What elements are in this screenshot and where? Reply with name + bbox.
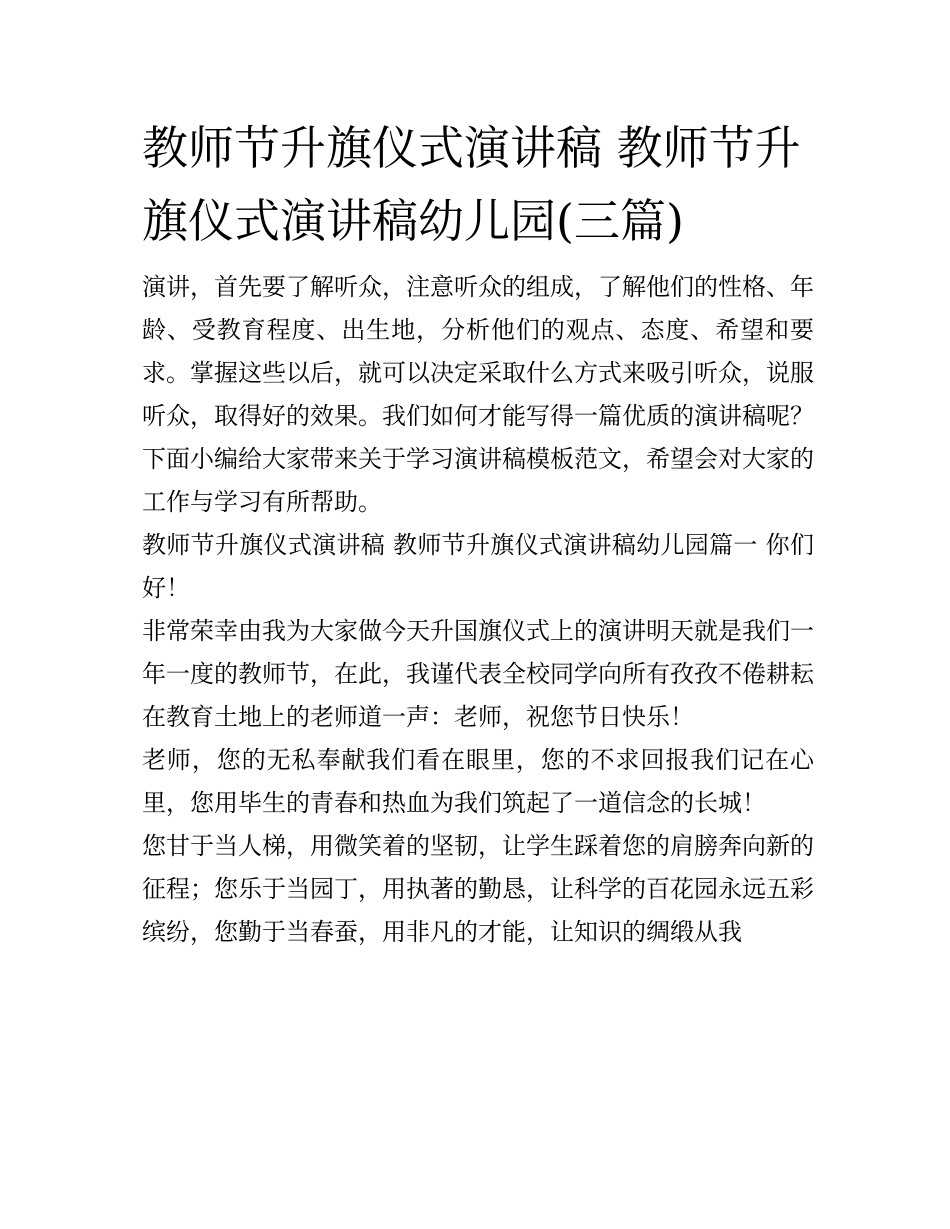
paragraph-dedication: 老师，您的无私奉献我们看在眼里，您的不求回报我们记在心里，您用毕生的青春和热血为我们筑起了一道信念的长城！ — [142, 746, 814, 817]
document-title: 教师节升旗仪式演讲稿 教师节升旗仪式演讲稿幼儿园(三篇) — [142, 121, 801, 248]
paragraph-section-one-heading: 教师节升旗仪式演讲稿 教师节升旗仪式演讲稿幼儿园篇一 你们好！ — [142, 531, 814, 602]
paragraph-intro: 演讲，首先要了解听众，注意听众的组成，了解他们的性格、年龄、受教育程度、出生地，分析他们的观点、态度、希望和要求。掌握这些以后，就可以决定采取什么方式来吸引听众，说服听众，取得好的效果。我们如何才能写得一篇优质的演讲稿呢？下面小编给大家带来关于学习演讲稿模板范文，希望会对大家的工作与学习有所帮助。 — [142, 273, 814, 516]
paragraph-metaphors: 您甘于当人梯，用微笑着的坚韧，让学生踩着您的肩膀奔向新的征程；您乐于当园丁，用执著的勤恳，让科学的百花园永远五彩缤纷，您勤于当春蚕，用非凡的才能，让知识的绸缎从我 — [142, 832, 814, 946]
document-page — [142, 112, 814, 954]
paragraph-greeting: 非常荣幸由我为大家做今天升国旗仪式上的演讲明天就是我们一年一度的教师节，在此，我谨代表全校同学向所有孜孜不倦耕耘在教育土地上的老师道一声：老师，祝您节日快乐！ — [142, 617, 814, 731]
